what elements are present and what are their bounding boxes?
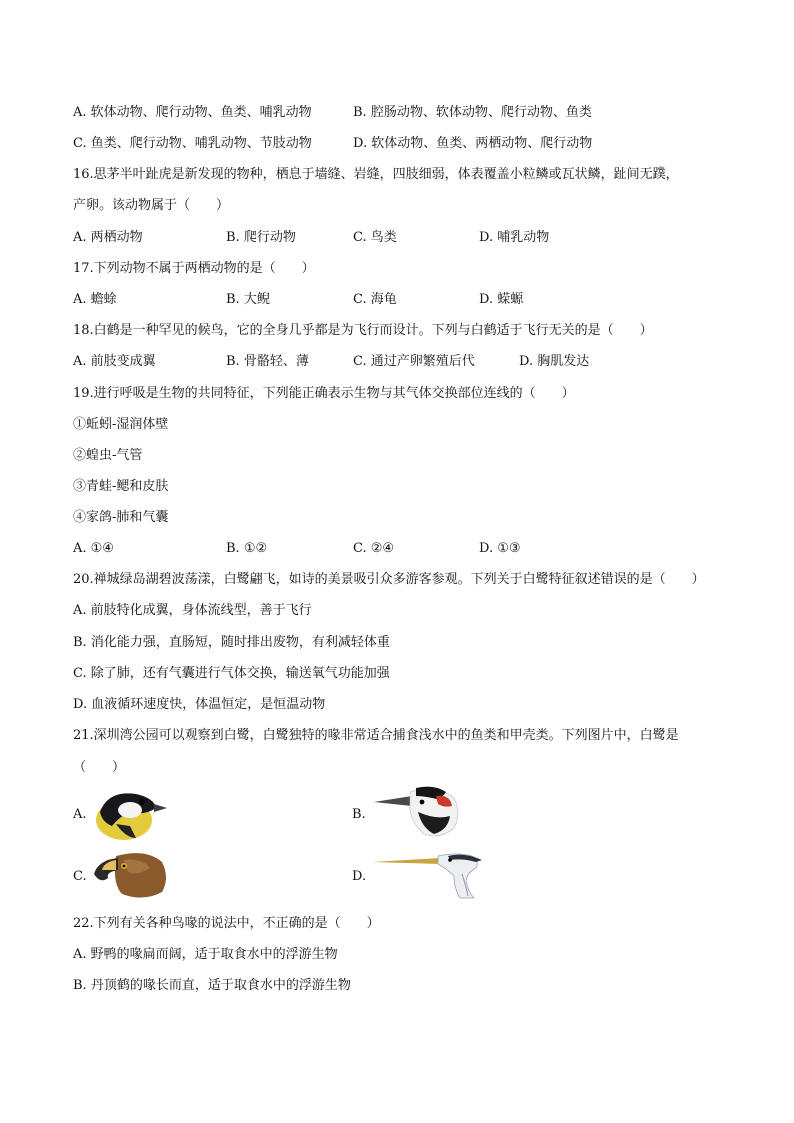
q17-stem: 17.下列动物不属于两栖动物的是（ ） xyxy=(73,261,315,276)
q22-stem: 22.下列有关各种鸟喙的说法中，不正确的是（ ） xyxy=(73,916,380,931)
q16-option-b: B. 爬行动物 xyxy=(226,230,296,245)
q15-option-b: B. 腔肠动物、软体动物、爬行动物、鱼类 xyxy=(353,105,592,120)
q20-option-a: A. 前肢特化成翼，身体流线型，善于飞行 xyxy=(73,603,312,618)
q19-item-4: ④家鸽-肺和气囊 xyxy=(73,510,169,525)
q19-option-b: B. ①② xyxy=(226,541,268,556)
q20-option-c: C. 除了肺，还有气囊进行气体交换，输送氧气功能加强 xyxy=(73,666,390,681)
q15-option-c: C. 鱼类、爬行动物、哺乳动物、节肢动物 xyxy=(73,136,312,151)
q19-option-d: D. ①③ xyxy=(479,541,521,556)
q16-option-d: D. 哺乳动物 xyxy=(479,230,550,245)
q16-stem-line1: 16.思茅半叶趾虎是新发现的物种，栖息于墙缝、岩缝，四肢细弱，体表覆盖小粒鳞或瓦状鳞，趾间无蹼， xyxy=(73,167,679,182)
q15-option-d: D. 软体动物、鱼类、两栖动物、爬行动物 xyxy=(353,136,593,151)
q21-bird-b-image xyxy=(370,784,464,842)
q18-option-c: C. 通过产卵繁殖后代 xyxy=(353,354,475,369)
q19-item-2: ②蝗虫-气管 xyxy=(73,448,143,463)
q19-option-a: A. ①④ xyxy=(73,541,114,556)
q22-option-a: A. 野鸭的喙扁而阔，适于取食水中的浮游生物 xyxy=(73,947,338,962)
q17-option-d: D. 蝾螈 xyxy=(479,292,524,307)
q18-option-d: D. 胸肌发达 xyxy=(519,354,590,369)
q21-option-b-label: B. xyxy=(352,807,366,822)
q21-stem-line2: （ ） xyxy=(73,760,126,775)
q20-option-b: B. 消化能力强，直肠短，随时排出废物，有利减轻体重 xyxy=(73,635,390,650)
q16-option-c: C. 鸟类 xyxy=(353,230,397,245)
q16-stem-line2: 产卵。该动物属于（ ） xyxy=(73,198,230,213)
q18-option-a: A. 前肢变成翼 xyxy=(73,354,156,369)
q18-stem: 18.白鹤是一种罕见的候鸟，它的全身几乎都是为飞行而设计。下列与白鹤适于飞行无关的是（ ） xyxy=(73,323,653,338)
q17-option-c: C. 海龟 xyxy=(353,292,397,307)
q21-stem-line1: 21.深圳湾公园可以观察到白鹭，白鹭独特的喙非常适合捕食浅水中的鱼类和甲壳类。下列图片中，白鹭是 xyxy=(73,728,679,743)
q19-item-3: ③青蛙-鳃和皮肤 xyxy=(73,479,169,494)
q21-option-d-label: D. xyxy=(352,869,367,884)
q16-option-a: A. 两栖动物 xyxy=(73,230,143,245)
q19-stem: 19.进行呼吸是生物的共同特征，下列能正确表示生物与其气体交换部位连线的（ ） xyxy=(73,386,575,401)
q19-option-c: C. ②④ xyxy=(353,541,395,556)
q17-option-b: B. 大鲵 xyxy=(226,292,270,307)
q15-option-a: A. 软体动物、爬行动物、鱼类、哺乳动物 xyxy=(73,105,312,120)
q18-option-b: B. 骨骼轻、薄 xyxy=(226,354,309,369)
q21-option-a-label: A. xyxy=(73,807,87,822)
q17-option-a: A. 蟾蜍 xyxy=(73,292,117,307)
q20-option-d: D. 血液循环速度快，体温恒定，是恒温动物 xyxy=(73,697,326,712)
q21-bird-c-image xyxy=(90,846,170,902)
q22-option-b: B. 丹顶鹤的喙长而直，适于取食水中的浮游生物 xyxy=(73,978,351,993)
q21-bird-a-image xyxy=(90,786,170,842)
q19-item-1: ①蚯蚓-湿润体壁 xyxy=(73,417,169,432)
q21-bird-d-image xyxy=(370,852,488,900)
q21-option-c-label: C. xyxy=(73,869,87,884)
q20-stem: 20.禅城绿岛湖碧波荡漾，白鹭翩飞，如诗的美景吸引众多游客参观。下列关于白鹭特征叙述错误的是（ ） xyxy=(73,572,705,587)
